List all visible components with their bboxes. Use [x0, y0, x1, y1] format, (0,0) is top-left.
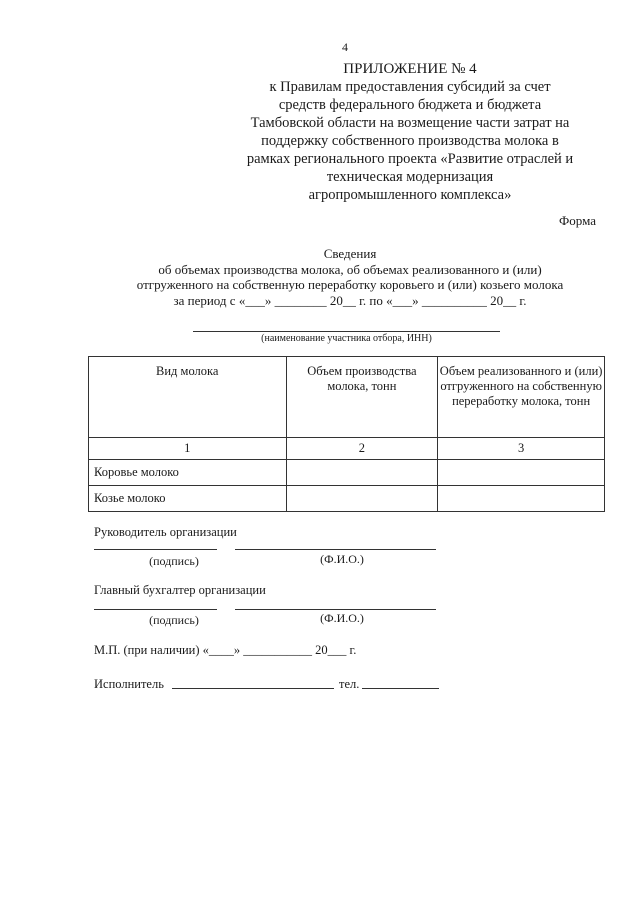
appendix-block — [220, 60, 600, 204]
participant-line[interactable] — [193, 331, 500, 332]
head-title: Руководитель организации — [94, 525, 237, 539]
appendix-line: Тамбовской области на возмещение части затрат на — [250, 115, 570, 131]
accountant-signature-caption: (подпись) — [149, 613, 199, 627]
page-number: 4 — [342, 40, 348, 54]
seal-date-line: М.П. (при наличии) «____» ___________ 20___ г. — [94, 643, 357, 657]
form-label: Форма — [559, 213, 596, 228]
head-name-line[interactable] — [235, 549, 436, 550]
milk-volume-table — [88, 356, 605, 512]
cow-milk-sold-cell[interactable] — [438, 460, 605, 486]
row-label-cow-milk: Коровье молоко — [89, 460, 287, 486]
header-production-volume: Объем производства молока, тонн — [286, 357, 438, 438]
executor-label: Исполнитель — [94, 677, 164, 691]
appendix-line: агропромышленного комплекса» — [308, 187, 512, 203]
table-row — [89, 486, 605, 512]
appendix-title: ПРИЛОЖЕНИЕ № 4 — [343, 61, 477, 77]
heading-line: за период с «___» ________ 20__ г. по «___» __________ 20__ г. — [173, 292, 527, 308]
head-name-caption: (Ф.И.О.) — [320, 552, 364, 566]
executor-name-line[interactable] — [172, 688, 334, 689]
accountant-name-line[interactable] — [235, 609, 436, 610]
phone-label: тел. — [339, 677, 360, 691]
header-milk-type: Вид молока — [89, 357, 287, 438]
goat-milk-sold-cell[interactable] — [438, 486, 605, 512]
appendix-line: поддержку собственного производства молока в — [261, 133, 559, 149]
document-heading — [100, 246, 600, 308]
column-number: 3 — [438, 438, 605, 460]
header-sold-volume: Объем реализованного и (или) отгруженного на собственную переработку молока, тонн — [438, 357, 605, 438]
table-row — [89, 460, 605, 486]
appendix-line: техническая модернизация — [326, 169, 494, 185]
appendix-line: средств федерального бюджета и бюджета — [278, 97, 542, 113]
accountant-title: Главный бухгалтер организации — [94, 583, 266, 597]
cow-milk-production-cell[interactable] — [286, 460, 438, 486]
participant-caption: (наименование участника отбора, ИНН) — [261, 333, 432, 344]
heading-title: Сведения — [323, 246, 377, 261]
heading-line: отгруженного на собственную переработку коровьего и (или) козьего молока — [136, 277, 564, 292]
row-label-goat-milk: Козье молоко — [89, 486, 287, 512]
column-number: 1 — [89, 438, 287, 460]
accountant-signature-line[interactable] — [94, 609, 217, 610]
head-signature-line[interactable] — [94, 549, 217, 550]
phone-line[interactable] — [362, 688, 439, 689]
appendix-line: к Правилам предоставления субсидий за счет — [269, 79, 551, 95]
accountant-name-caption: (Ф.И.О.) — [320, 611, 364, 625]
head-signature-caption: (подпись) — [149, 554, 199, 568]
goat-milk-production-cell[interactable] — [286, 486, 438, 512]
column-number: 2 — [286, 438, 438, 460]
heading-line: об объемах производства молока, об объемах реализованного и (или) — [158, 261, 542, 277]
appendix-line: рамках регионального проекта «Развитие отраслей и — [246, 151, 574, 167]
